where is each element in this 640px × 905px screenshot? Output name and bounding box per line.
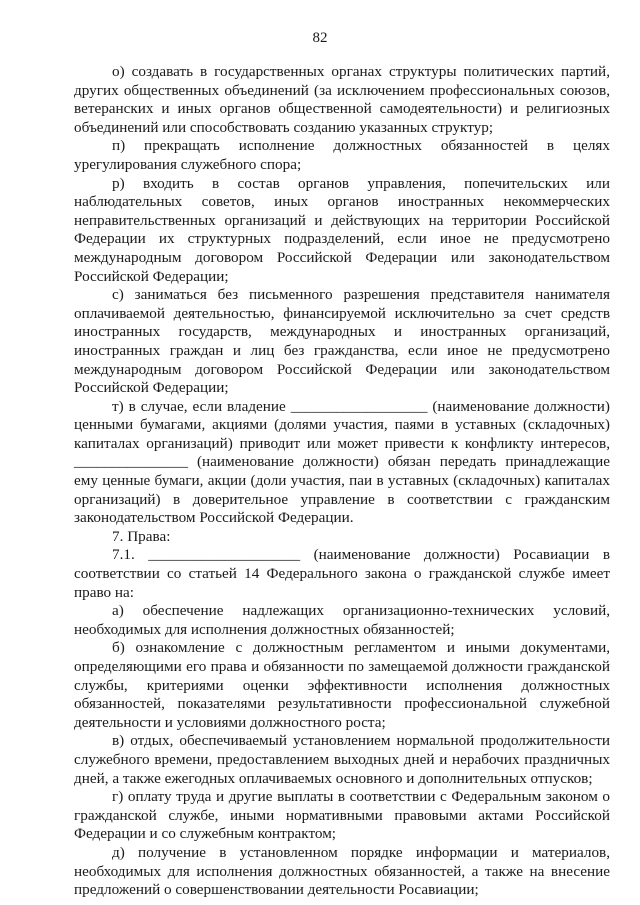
paragraph-item-o: о) создавать в государственных органах структуры политических партий, других общественных объединений (за исключением профессиональных союзов, ветеранских и иных органов общественной самодеятельности) и религиозных объединений или способствовать созданию указанных структур; [74,63,610,136]
paragraph-item-p: п) прекращать исполнение должностных обязанностей в целях урегулирования служебного спора; [74,137,610,173]
paragraph-item-b: б) ознакомление с должностным регламентом и иными документами, определяющими его права и обязанности по замещаемой должности гражданской службы, критериями оценки эффективности исполнения должностных обязанностей, показателями результативности профессиональной служебной деятельности и условиями должностного роста; [74,639,610,731]
paragraph-item-t: т) в случае, если владение __________________ (наименование должности) ценными бумагами, акциями (долями участия, паями в уставных (складочных) капиталах организаций) приводит или может привести к конфликту интересов, _______________ (наименование должности) обязан передать принадлежащие ему ценные бумаги, акции (доли участия, паи в уставных (складочных) капиталах организаций) в доверительное управление в соответствии с гражданским законодательством Российской Федерации. [74,397,610,527]
document-body [74,63,610,900]
paragraph-item-g: г) оплату труда и другие выплаты в соответствии с Федеральным законом о гражданской службе, иными нормативными правовыми актами Российской Федерации и со служебным контрактом; [74,788,610,843]
paragraph-item-r: р) входить в состав органов управления, попечительских или наблюдательных советов, иных органов иностранных некоммерческих неправительственных организаций и действующих на территории Российской Федерации их структурных подразделений, если иное не предусмотрено международным договором Российской Федерации или законодательством Российской Федерации; [74,174,610,285]
paragraph-item-a: а) обеспечение надлежащих организационно-технических условий, необходимых для исполнения должностных обязанностей; [74,602,610,638]
paragraph-7-1: 7.1. ____________________ (наименование должности) Росавиации в соответствии со статьей 14 Федерального закона о гражданской службе имеет право на: [74,546,610,601]
paragraph-item-v: в) отдых, обеспечиваемый установлением нормальной продолжительности служебного времени, предоставлением выходных дней и нерабочих праздничных дней, а также ежегодных оплачиваемых основного и дополнительных отпусков; [74,732,610,787]
section-heading-rights: 7. Права: [112,527,171,545]
page-number: 82 [312,30,328,46]
paragraph-item-d: д) получение в установленном порядке информации и материалов, необходимых для исполнения должностных обязанностей, а также на внесение предложений о совершенствовании деятельности Росавиации; [74,843,610,899]
paragraph-item-s: с) заниматься без письменного разрешения представителя нанимателя оплачиваемой деятельностью, финансируемой исключительно за счет средств иностранных государств, международных и иностранных организаций, иностранных граждан и лиц без гражданства, если иное не предусмотрено международным договором Российской Федерации или законодательством Российской Федерации; [74,286,610,397]
